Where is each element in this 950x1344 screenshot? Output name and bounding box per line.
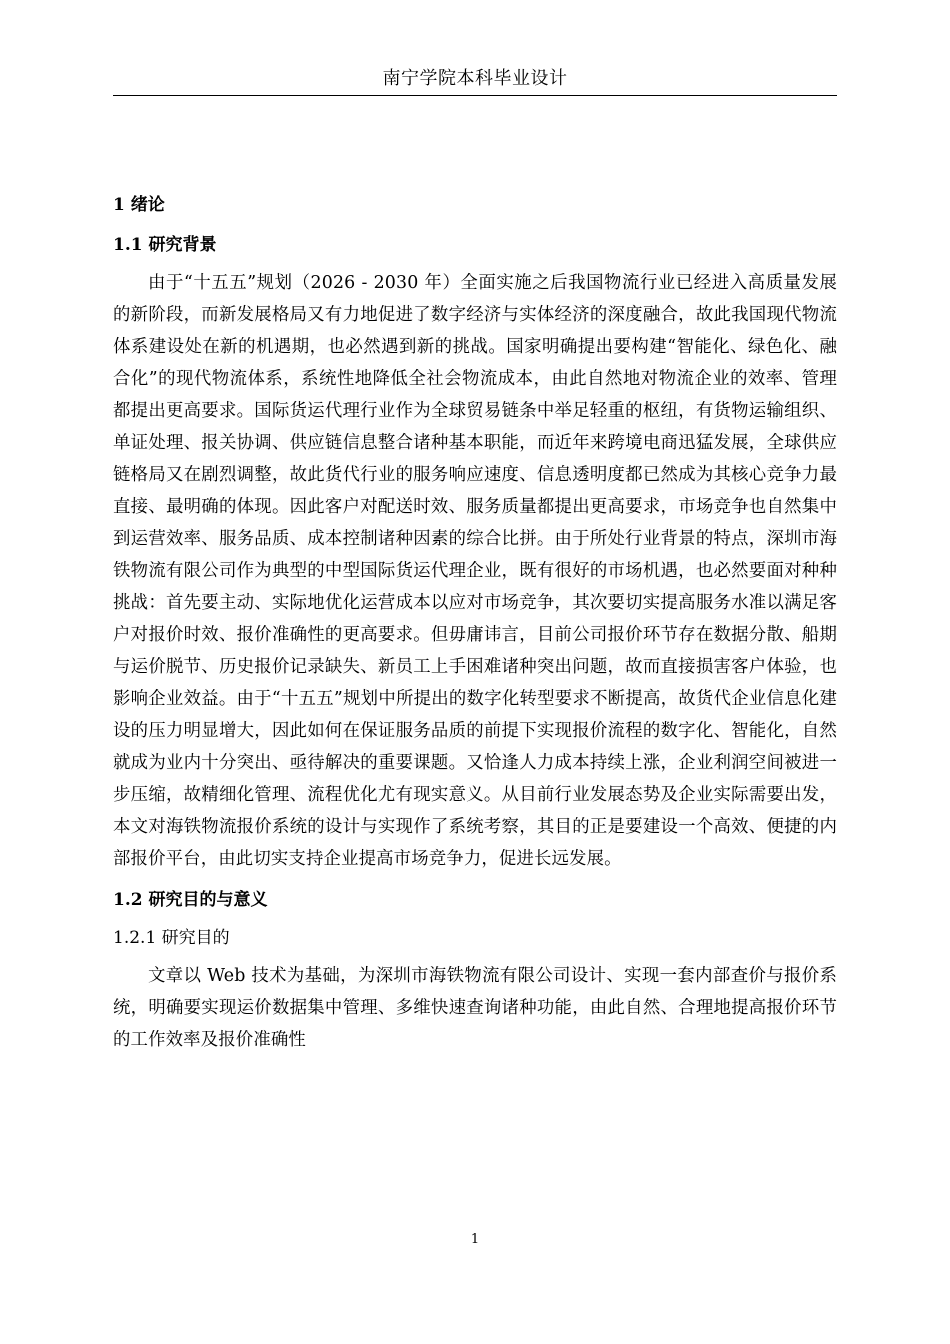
page-header-title: 南宁学院本科毕业设计 [382,68,568,89]
section-heading-purpose-significance: 1.2 研究目的与意义 [113,890,268,910]
background-paragraph: 由于“十五五”规划（2026 - 2030 年）全面实施之后我国物流行业已经进入高质量发展的新阶段，而新发展格局又有力地促进了数字经济与实体经济的深度融合，故此我国现代物流体系建设处在新的机遇期，也必然遇到新的挑战。国家明确提出要构建“智能化、绿色化、融合化”的现代物流体系，系统性地降低全社会物流成本，由此自然地对物流企业的效率、管理都提出更高要求。国际货运代理行业作为全球贸易链条中举足轻重的枢纽，有货物运输组织、单证处理、报关协调、供应链信息整合诸种基本职能，而近年来跨境电商迅猛发展，全球供应链格局又在剧烈调整，故此货代行业的服务响应速度、信息透明度都已然成为其核心竞争力最直接、最明确的体现。因此客户对配送时效、服务质量都提出更高要求，市场竞争也自然集中到运营效率、服务品质、成本控制诸种因素的综合比拼。由于所处行业背景的特点，深圳市海铁物流有限公司作为典型的中型国际货运代理企业，既有很好的市场机遇，也必然要面对种种挑战：首先要主动、实际地优化运营成本以应对市场竞争，其次要切实提高服务水准以满足客户对报价时效、报价准确性的更高要求。但毋庸讳言，目前公司报价环节存在数据分散、船期与运价脱节、历史报价记录缺失、新员工上手困难诸种突出问题，故而直接损害客户体验，也影响企业效益。由于“十五五”规划中所提出的数字化转型要求不断提高，故货代企业信息化建设的压力明显增大，因此如何在保证服务品质的前提下实现报价流程的数字化、智能化，自然就成为业内十分突出、亟待解决的重要课题。又恰逢人力成本持续上涨，企业利润空间被进一步压缩，故精细化管理、流程优化尤有现实意义。从目前行业发展态势及企业实际需要出发，本文对海铁物流报价系统的设计与实现作了系统考察，其目的正是要建设一个高效、便捷的内部报价平台，由此切实支持企业提高市场竞争力，促进长远发展。 [113,273,837,869]
subsection-heading-purpose: 1.2.1 研究目的 [113,928,230,948]
document-body [113,186,837,1056]
section-heading-background: 1.1 研究背景 [113,235,217,255]
chapter-heading: 1 绪论 [113,195,165,215]
header-divider [113,95,837,96]
purpose-paragraph: 文章以 Web 技术为基础，为深圳市海铁物流有限公司设计、实现一套内部查价与报价系统，明确要实现运价数据集中管理、多维快速查询诸种功能，由此自然、合理地提高报价环节的工作效率及报价准确性 [113,966,837,1050]
page-number: 1 [470,1232,480,1247]
